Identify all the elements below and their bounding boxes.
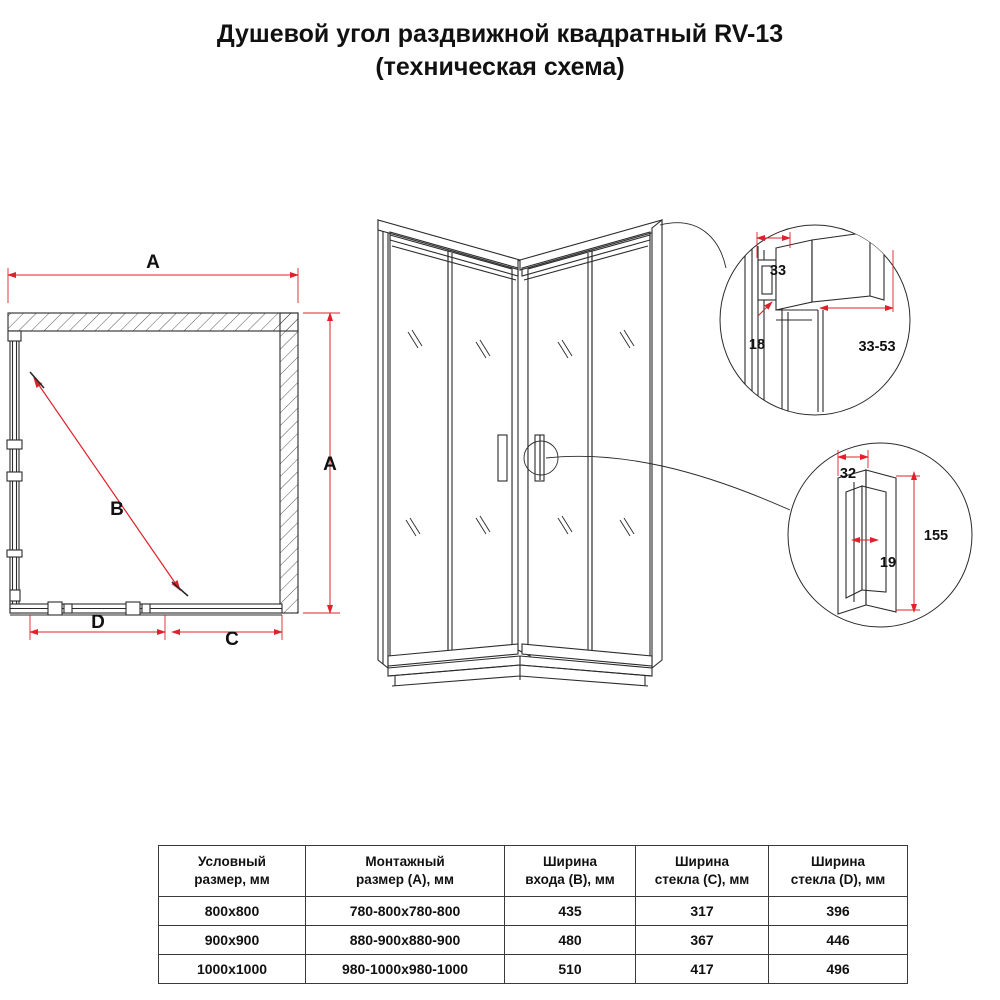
table-header-row bbox=[159, 846, 908, 897]
table-cell: 317 bbox=[636, 897, 769, 926]
table-cell: 367 bbox=[636, 926, 769, 955]
table-cell: 480 bbox=[505, 926, 636, 955]
table-cell: 900x900 bbox=[159, 926, 306, 955]
detail-profile-top bbox=[720, 225, 910, 415]
table-cell: 417 bbox=[636, 955, 769, 984]
table-cell: 435 bbox=[505, 897, 636, 926]
header-line: входа (B), мм bbox=[525, 872, 615, 888]
plan-label-a-right: A bbox=[323, 454, 337, 475]
technical-drawing bbox=[0, 120, 1000, 820]
table-row bbox=[159, 897, 908, 926]
header-line: Ширина bbox=[810, 854, 866, 869]
title-line-1: Душевой угол раздвижной квадратный RV-13 bbox=[216, 20, 784, 48]
page-title bbox=[0, 18, 1000, 84]
detail-top-dim-33: 33 bbox=[769, 263, 787, 279]
table-header-cell-4 bbox=[769, 846, 908, 897]
table-header-cell-0 bbox=[159, 846, 306, 897]
table-cell: 1000x1000 bbox=[159, 955, 306, 984]
table-cell: 396 bbox=[769, 897, 908, 926]
table-header-cell-3 bbox=[636, 846, 769, 897]
detail-top-dim-18: 18 bbox=[748, 337, 766, 353]
detail-bottom-dim-32: 32 bbox=[839, 466, 857, 482]
table-cell: 980-1000x980-1000 bbox=[306, 955, 505, 984]
plan-view bbox=[7, 268, 340, 640]
header-line: Ширина bbox=[674, 854, 730, 869]
header-line: Условный bbox=[198, 854, 266, 869]
table-cell: 880-900x880-900 bbox=[306, 926, 505, 955]
table-cell: 510 bbox=[505, 955, 636, 984]
table-header-cell-2 bbox=[505, 846, 636, 897]
header-line: стекла (C), мм bbox=[654, 872, 750, 888]
header-line: Монтажный bbox=[365, 854, 445, 869]
table-row bbox=[159, 926, 908, 955]
table-header-cell-1 bbox=[306, 846, 505, 897]
detail-bottom-dim-19: 19 bbox=[879, 555, 897, 571]
table-cell: 780-800x780-800 bbox=[306, 897, 505, 926]
title-line-2: (техническая схема) bbox=[375, 53, 625, 81]
drawing-svg bbox=[0, 120, 1000, 820]
detail-bottom-dim-155: 155 bbox=[923, 528, 949, 544]
detail-top-dim-33-53: 33-53 bbox=[858, 339, 896, 355]
table-cell: 496 bbox=[769, 955, 908, 984]
specifications-table bbox=[158, 845, 908, 984]
isometric-view bbox=[378, 220, 790, 686]
header-line: стекла (D), мм bbox=[790, 872, 886, 888]
header-line: Ширина bbox=[542, 854, 598, 869]
plan-label-b: B bbox=[110, 499, 124, 520]
plan-label-d: D bbox=[91, 612, 105, 633]
plan-label-c: C bbox=[225, 629, 239, 650]
header-line: размер (A), мм bbox=[355, 872, 454, 888]
table-row bbox=[159, 955, 908, 984]
table-cell: 800x800 bbox=[159, 897, 306, 926]
table-cell: 446 bbox=[769, 926, 908, 955]
plan-label-a-top: A bbox=[146, 252, 160, 273]
header-line: размер, мм bbox=[194, 872, 270, 888]
